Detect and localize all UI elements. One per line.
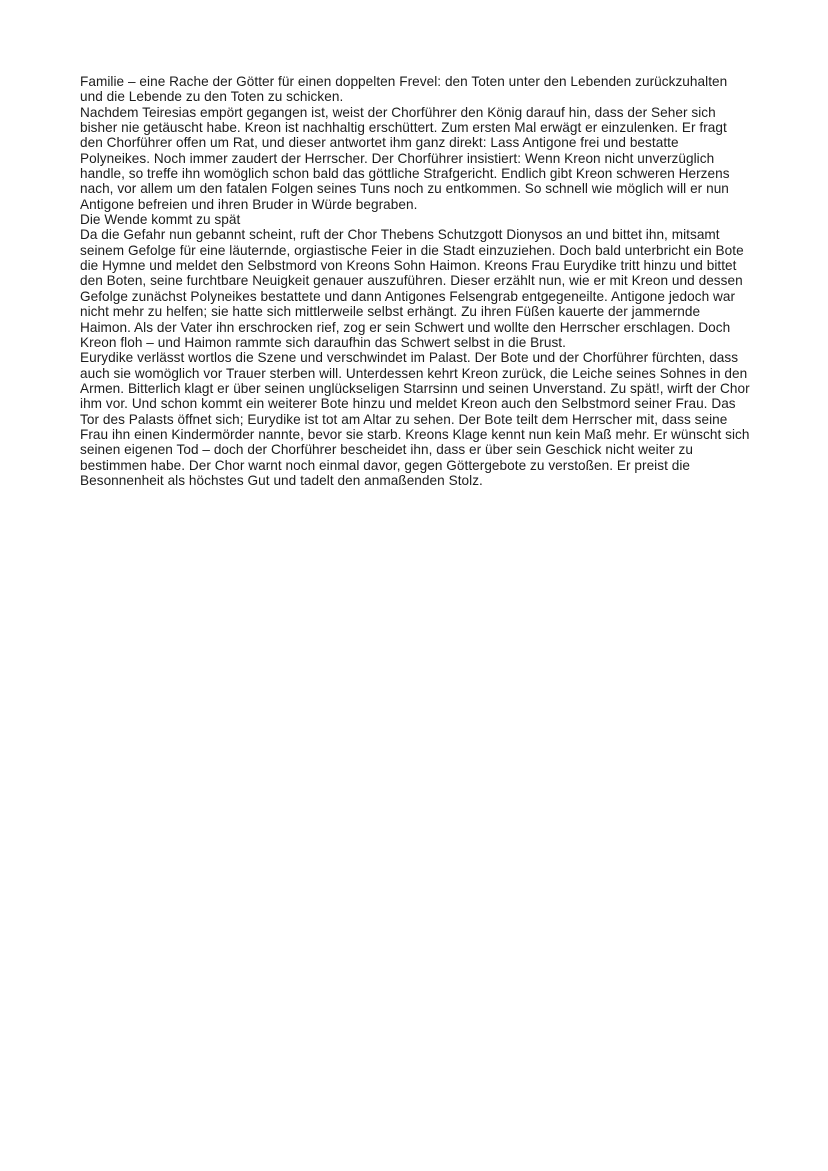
body-paragraph-kreon-relents: Nachdem Teiresias empört gegangen ist, weist der Chorführer den König darauf hin, dass der Seher sich bisher nie getäuscht habe. Kreon ist nachhaltig erschüttert. Zum ersten Mal erwägt er einzulenken. Er fragt den Chorführer offen um Rat, und dieser antwortet ihm ganz direkt: Lass Antigone frei und bestatte Polyneikes. Noch immer zaudert der Herrscher. Der Chorführer insistiert: Wenn Kreon nicht unverzüglich handle, so treffe ihn womöglich schon bald das göttliche Strafgericht. Endlich gibt Kreon schweren Herzens nach, vor allem um den fatalen Folgen seines Tuns noch zu entkommen. So schnell wie möglich will er nun Antigone befreien und ihren Bruder in Würde begraben.: [80, 104, 730, 212]
body-paragraph-messenger-report: Da die Gefahr nun gebannt scheint, ruft der Chor Thebens Schutzgott Dionysos an und bittet ihn, mitsamt seinem Gefolge für eine läuternde, orgiastische Feier in die Stadt einzuziehen. Doch bald unterbricht ein Bote die Hymne und meldet den Selbstmord von Kreons Sohn Haimon. Kreons Frau Eurydike tritt hinzu und bittet den Boten, seine furchtbare Neuigkeit genauer auszuführen. Dieser erzählt nun, wie er mit Kreon und dessen Gefolge zunächst Polyneikes bestattete und dann Antigones Felsengrab entgegeneilte. Antigone jedoch war nicht mehr zu helfen; sie hatte sich mittlerweile selbst erhängt. Zu ihren Füßen kauerte der jammernde Haimon. Als der Vater ihn erschrocken rief, zog er sein Schwert und wollte den Herrscher erschlagen. Doch Kreon floh – und Haimon rammte sich daraufhin das Schwert selbst in die Brust.: [80, 227, 744, 350]
text-block: [80, 74, 752, 488]
body-paragraph-finale: Eurydike verlässt wortlos die Szene und verschwindet im Palast. Der Bote und der Chorführer fürchten, dass auch sie womöglich vor Trauer sterben will. Unterdessen kehrt Kreon zurück, die Leiche seines Sohnes in den Armen. Bitterlich klagt er über seinen unglückseligen Starrsinn und seinen Unverstand. Zu spät!, wirft der Chor ihm vor. Und schon kommt ein weiterer Bote hinzu und meldet Kreon auch den Selbstmord seiner Frau. Das Tor des Palasts öffnet sich; Eurydike ist tot am Altar zu sehen. Der Bote teilt dem Herrscher mit, dass seine Frau ihn einen Kindermörder nannte, bevor sie starb. Kreons Klage kennt nun kein Maß mehr. Er wünscht sich seinen eigenen Tod – doch der Chorführer bescheidet ihn, dass er über sein Geschick nicht weiter zu bestimmen habe. Der Chor warnt noch einmal davor, gegen Göttergebote zu verstoßen. Er preist die Besonnenheit als höchstes Gut und tadelt den anmaßenden Stolz.: [80, 350, 750, 488]
intro-paragraph: Familie – eine Rache der Götter für einen doppelten Frevel: den Toten unter den Lebenden zurückzuhalten und die Lebende zu den Toten zu schicken.: [80, 74, 728, 105]
section-heading-die-wende: Die Wende kommt zu spät: [80, 212, 241, 228]
